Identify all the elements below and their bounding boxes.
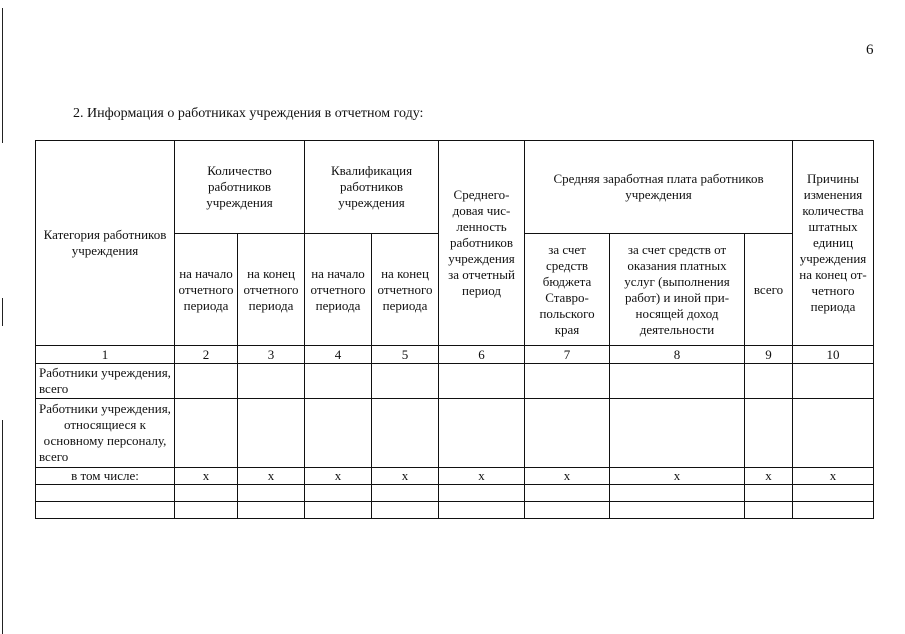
- table-row-total: [36, 364, 874, 399]
- header-salary-group: Средняя заработная плата работников учреждения: [525, 141, 793, 234]
- row-label-total: Работники учреждения, всего: [36, 364, 175, 399]
- header-count-group: Количество работников учреждения: [175, 141, 305, 234]
- table-cell: [525, 364, 610, 399]
- table-cell: [175, 364, 238, 399]
- page-number: 6: [866, 42, 874, 58]
- table-cell: [238, 364, 305, 399]
- column-number: 6: [439, 346, 525, 364]
- header-average-count: Среднегодовая численность работников учреждения за отчетный период: [439, 141, 525, 346]
- row-label-main-staff: Работники учреждения, относящиеся к основному персоналу, всего: [36, 399, 175, 468]
- header-change-reasons: Причины изменения количества штатных единиц учреждения на конец отчетного периода: [793, 141, 874, 346]
- column-number: 7: [525, 346, 610, 364]
- table-cell: [439, 399, 525, 468]
- header-category: Категория работников учреждения: [36, 141, 175, 346]
- table-row-main-staff: [36, 399, 874, 468]
- header-count-end: на конец отчетного периода: [238, 234, 305, 346]
- table-cell: [745, 485, 793, 502]
- row-label-including: в том числе:: [36, 468, 175, 485]
- table-cell: [610, 502, 745, 519]
- table-cell: [305, 502, 372, 519]
- table-cell: [793, 364, 874, 399]
- table-cell: [305, 485, 372, 502]
- table-cell: [238, 502, 305, 519]
- table-cell: [439, 364, 525, 399]
- table-cell: [525, 399, 610, 468]
- x-mark: x: [238, 468, 305, 485]
- table-cell: [175, 399, 238, 468]
- column-number: 8: [610, 346, 745, 364]
- x-mark: x: [745, 468, 793, 485]
- x-mark: x: [525, 468, 610, 485]
- table-cell: [305, 364, 372, 399]
- table-cell: [372, 485, 439, 502]
- table-cell: [439, 502, 525, 519]
- table-cell: [745, 364, 793, 399]
- table-cell: [305, 399, 372, 468]
- table-cell: [610, 399, 745, 468]
- binding-line-top: [2, 8, 3, 143]
- column-number: 9: [745, 346, 793, 364]
- column-number: 10: [793, 346, 874, 364]
- workers-info-table: [35, 140, 874, 519]
- binding-line-bottom: [2, 420, 3, 634]
- table-cell: [372, 502, 439, 519]
- table-cell: [439, 485, 525, 502]
- column-number: 2: [175, 346, 238, 364]
- table-row-empty: [36, 502, 874, 519]
- x-mark: x: [372, 468, 439, 485]
- table-cell: [745, 399, 793, 468]
- column-number: 3: [238, 346, 305, 364]
- column-number: 5: [372, 346, 439, 364]
- binding-line-middle: [2, 298, 3, 326]
- table-row-including: [36, 468, 874, 485]
- table-cell: [745, 502, 793, 519]
- table-cell: [610, 364, 745, 399]
- x-mark: x: [793, 468, 874, 485]
- column-number: 1: [36, 346, 175, 364]
- header-qualification-start: на начало отчетного периода: [305, 234, 372, 346]
- column-number-row: [36, 346, 874, 364]
- table-cell: [36, 502, 175, 519]
- table-cell: [175, 502, 238, 519]
- table-cell: [525, 502, 610, 519]
- table-cell: [610, 485, 745, 502]
- column-number: 4: [305, 346, 372, 364]
- table-cell: [793, 485, 874, 502]
- table-cell: [36, 485, 175, 502]
- table-cell: [175, 485, 238, 502]
- x-mark: x: [175, 468, 238, 485]
- table-cell: [372, 399, 439, 468]
- table-row-empty: [36, 485, 874, 502]
- section-title: 2. Информация о работниках учреждения в отчетном году:: [73, 106, 424, 121]
- header-qualification-group: Квалификация работников учреждения: [305, 141, 439, 234]
- table-cell: [238, 399, 305, 468]
- header-row-top: [36, 141, 874, 234]
- header-qualification-end: на конец отчетного периода: [372, 234, 439, 346]
- x-mark: x: [305, 468, 372, 485]
- table-cell: [372, 364, 439, 399]
- header-count-start: на начало отчетного периода: [175, 234, 238, 346]
- header-salary-paid-services: за счет средств от оказания платных услуг (выполнения работ) и иной приносящей доход деятельности: [610, 234, 745, 346]
- table-cell: [238, 485, 305, 502]
- x-mark: x: [610, 468, 745, 485]
- header-salary-budget: за счет средств бюджета Ставропольского края: [525, 234, 610, 346]
- table-cell: [793, 502, 874, 519]
- table-cell: [525, 485, 610, 502]
- x-mark: x: [439, 468, 525, 485]
- header-salary-total: всего: [745, 234, 793, 346]
- table-cell: [793, 399, 874, 468]
